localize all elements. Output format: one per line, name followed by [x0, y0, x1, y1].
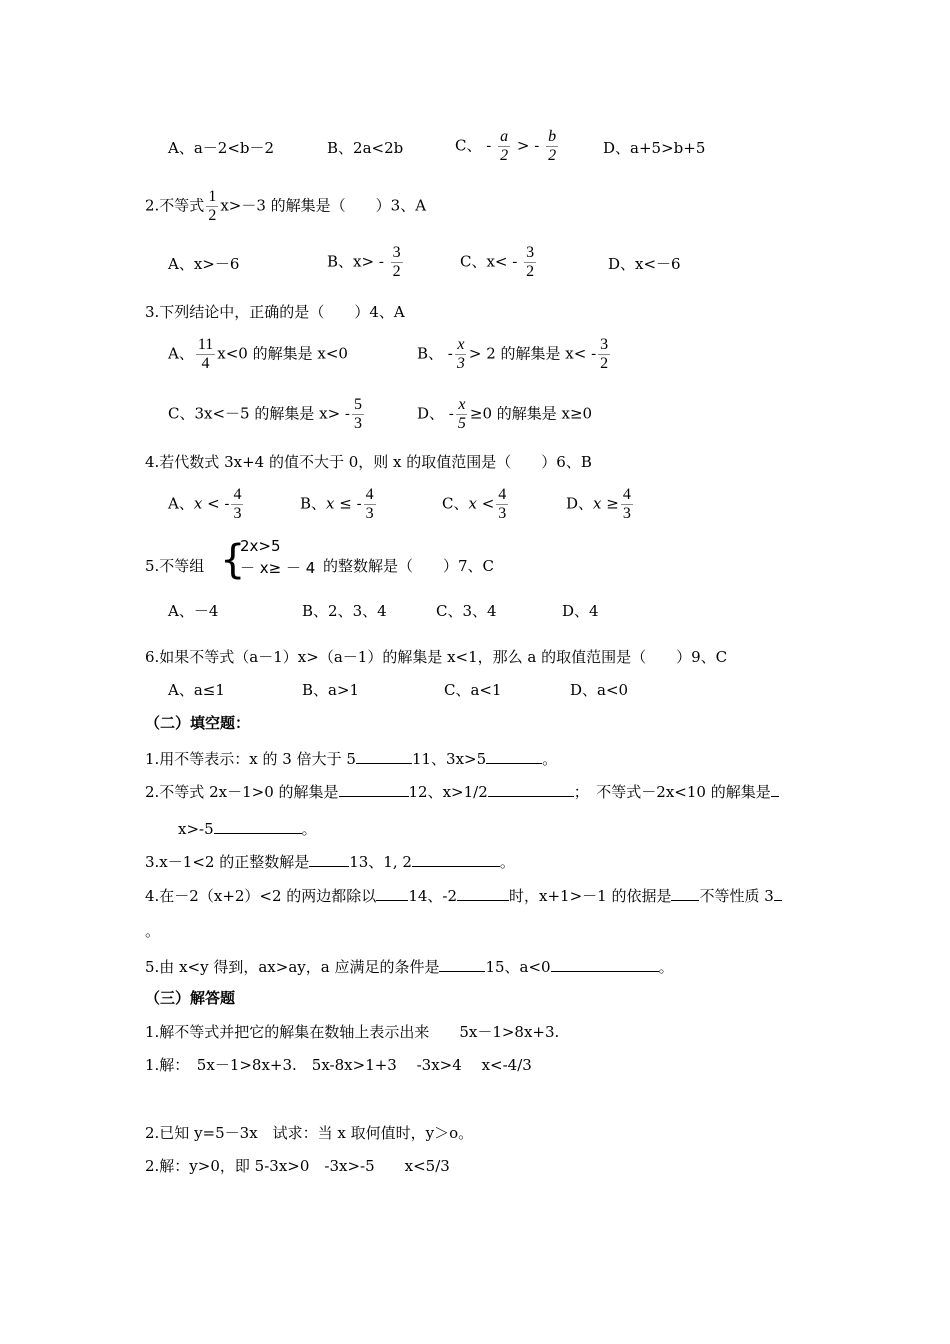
q2-suffix: x>－3 的解集是（ ）3、A: [220, 196, 427, 215]
fill-4-blank-c[interactable]: [671, 884, 699, 901]
q5-option-d: D、4: [562, 602, 599, 620]
q4-a-expr: x < -: [193, 494, 230, 513]
fill-3-blank-b[interactable]: [412, 850, 500, 867]
q3-option-b: [417, 336, 612, 373]
fill-2-text2: ； 不等式－2x<10 的解集是: [573, 783, 771, 801]
problem-1: 1.解不等式并把它的解集在数轴上表示出来 5x－1>8x+3.: [145, 1023, 560, 1041]
q3-d-frac: [456, 396, 468, 433]
fill-4-text: 4.在－2（x+2）<2 的两边都除以: [145, 887, 377, 905]
q4-b-frac: [364, 486, 376, 523]
q2-b-den: 2: [392, 263, 401, 280]
fill-5-text: 5.由 x<y 得到，ax>ay，a 应满足的条件是: [145, 958, 440, 976]
q4-c-den: 3: [498, 505, 507, 522]
q1-c-num-b: b: [548, 128, 557, 145]
fill-3-text: 3.x－1<2 的正整数解是: [145, 853, 310, 871]
fill-2-cont: [178, 817, 317, 839]
q4-b-num: 4: [365, 486, 374, 503]
q1-c-den-a: 2: [500, 147, 509, 164]
q6-option-b: B、a>1: [302, 681, 360, 699]
q4-d-num: 4: [622, 486, 631, 503]
q5-system-line2: － x≥ － 4: [240, 559, 316, 577]
q4-a-frac: [231, 486, 243, 523]
q3-b-num2: 3: [600, 336, 609, 353]
q4-a-num: 4: [233, 486, 242, 503]
q2-option-c: [460, 244, 538, 281]
q2-c-den: 2: [526, 263, 535, 280]
q1-c-den-b: 2: [548, 147, 557, 164]
q5-system-line1: 2x>5: [240, 537, 281, 555]
q1-c-mid: > -: [516, 136, 540, 155]
q2-den: 2: [208, 207, 217, 224]
fill-1-blank-a[interactable]: [356, 747, 412, 764]
q3-option-d: [417, 396, 592, 433]
q2-b-frac: [391, 244, 403, 281]
fill-4-blank-d[interactable]: [774, 884, 782, 901]
q3-a-num: 11: [197, 336, 214, 353]
q4-b-expr: x ≤ -: [326, 494, 362, 513]
problem-2-solution: 2.解：y>0，即 5-3x>0 -3x>-5 x<5/3: [145, 1157, 450, 1175]
q4-d-den: 3: [622, 505, 631, 522]
q4-c-num: 4: [498, 486, 507, 503]
q3-c-den: 3: [354, 415, 362, 432]
q3-b-den2: 2: [600, 355, 609, 372]
q2-b-num: 3: [392, 244, 401, 261]
section2-title: （二）填空题：: [145, 714, 251, 732]
fill-3-blank-a[interactable]: [309, 850, 349, 867]
fill-5-blank-a[interactable]: [439, 955, 485, 972]
fill-1: [145, 747, 557, 769]
q1-c-frac-b: [546, 128, 558, 165]
q3-d-num: x: [458, 396, 466, 413]
q5-suffix: 的整数解是（ ）7、C: [323, 557, 495, 575]
fill-4-blank-b[interactable]: [457, 884, 509, 901]
q3-option-c: [168, 396, 366, 433]
q4-b-den: 3: [365, 505, 374, 522]
q2-option-b: [327, 244, 405, 281]
q3-d-suffix: ≥0 的解集是 x≥0: [469, 404, 593, 423]
q1-option-a: A、a－2<b－2: [168, 139, 275, 157]
problem-2: 2.已知 y=5－3x 试求：当 x 取何值时，y＞o。: [145, 1124, 474, 1142]
q4-option-d: [566, 486, 635, 523]
q4-d-expr: x ≥: [593, 494, 619, 513]
fill-3: [145, 850, 515, 872]
q3-b-mid: > 2 的解集是 x< -: [468, 344, 597, 363]
q1-option-c: [455, 128, 560, 165]
q4-c-frac: [496, 486, 508, 523]
q3-b-den: 3: [456, 355, 465, 372]
q2-option-d: D、x<－6: [608, 255, 681, 273]
q3-a-den: 4: [201, 355, 210, 372]
fill-3-end: 。: [499, 853, 515, 871]
fill-5-blank-b[interactable]: [551, 955, 659, 972]
q6-option-a: A、a≤1: [168, 681, 225, 699]
fill-4-blank-a[interactable]: [376, 884, 408, 901]
q2-b-prefix: B、x> -: [327, 252, 384, 271]
q4-c-prefix: C、: [442, 494, 469, 513]
q4-d-prefix: D、: [566, 494, 594, 513]
q3-a-suffix: x<0 的解集是 x<0: [217, 344, 348, 363]
q3-c-frac: [352, 396, 364, 433]
fill-2-blank-c[interactable]: [771, 780, 779, 797]
q1-option-b: B、2a<2b: [327, 139, 404, 157]
fill-2-end: 。: [301, 820, 317, 838]
fill-2-blank-b[interactable]: [488, 780, 574, 797]
q2-c-num: 3: [526, 244, 535, 261]
q6-stem: 6.如果不等式（a－1）x>（a－1）的解集是 x<1，那么 a 的取值范围是（ ）9、C: [145, 648, 728, 666]
q3-option-a: [168, 336, 348, 373]
fill-5-end: 。: [658, 958, 674, 976]
q3-stem: 3.下列结论中，正确的是（ ）4、A: [145, 303, 405, 321]
q3-a-frac: [196, 336, 215, 373]
fill-2-blank-d[interactable]: [214, 817, 302, 834]
q2-frac: [206, 188, 218, 225]
fill-3-answer: 13、1, 2: [349, 853, 412, 871]
section3-title: （三）解答题: [145, 989, 236, 1007]
q3-b-prefix: B、 -: [417, 344, 453, 363]
q4-option-b: [300, 486, 378, 523]
q2-c-frac: [524, 244, 536, 281]
fill-4-text2: 时，x+1>－1 的依据是: [509, 887, 672, 905]
q5-option-b: B、2、3、4: [302, 602, 387, 620]
q4-option-c: [442, 486, 510, 523]
q4-stem: 4.若代数式 3x+4 的值不大于 0，则 x 的取值范围是（ ）6、B: [145, 453, 592, 471]
fill-1-answer: 11、3x>5: [411, 750, 487, 768]
fill-4: [145, 884, 782, 906]
q3-d-prefix: D、 -: [417, 404, 454, 423]
q3-b-frac: [455, 336, 467, 373]
fill-1-blank-b[interactable]: [486, 747, 542, 764]
q2-option-a: A、x>－6: [168, 255, 240, 273]
problem-1-solution: 1.解： 5x－1>8x+3. 5x-8x>1+3 -3x>4 x<-4/3: [145, 1056, 532, 1074]
q1-option-d: D、a+5>b+5: [603, 139, 706, 157]
q3-a-prefix: A、: [168, 344, 194, 363]
fill-4-answer: 14、-2: [408, 887, 458, 905]
q3-b-num: x: [457, 336, 465, 353]
fill-4-end: 。: [145, 922, 161, 940]
q3-b-frac2: [598, 336, 610, 373]
q2-prefix: 2.不等式: [145, 196, 205, 215]
fill-5-answer: 15、a<0: [485, 958, 551, 976]
q5-brace: {: [220, 537, 246, 583]
q3-d-den: 5: [457, 415, 466, 432]
q6-option-d: D、a<0: [570, 681, 629, 699]
q4-d-frac: [621, 486, 633, 523]
q1-c-frac-a: [498, 128, 510, 165]
q4-a-den: 3: [233, 505, 242, 522]
fill-2-answer2: x>-5: [178, 820, 214, 838]
fill-5: [145, 955, 674, 977]
q2-num: 1: [208, 188, 217, 205]
q2-stem: [145, 188, 426, 225]
fill-2-blank-a[interactable]: [339, 780, 409, 797]
q6-option-c: C、a<1: [444, 681, 502, 699]
fill-2: [145, 780, 779, 802]
q1-c-prefix: C、 -: [455, 136, 492, 155]
q4-a-prefix: A、: [168, 494, 194, 513]
q5-option-c: C、3、4: [436, 602, 497, 620]
fill-2-text: 2.不等式 2x－1>0 的解集是: [145, 783, 339, 801]
q1-c-num-a: a: [500, 128, 509, 145]
fill-4-answer2: 不等性质 3: [699, 887, 774, 905]
fill-1-end: 。: [542, 750, 558, 768]
fill-1-text: 1.用不等表示：x 的 3 倍大于 5: [145, 750, 356, 768]
q5-option-a: A、－4: [168, 602, 219, 620]
q3-c-prefix: C、3x<－5 的解集是 x> -: [168, 404, 350, 423]
q5-prefix: 5.不等组: [145, 557, 205, 575]
q4-c-expr: x <: [468, 494, 495, 513]
q2-c-prefix: C、x< -: [460, 252, 518, 271]
q4-option-a: [168, 486, 245, 523]
q3-c-num: 5: [354, 396, 362, 413]
fill-2-answer: 12、x>1/2: [408, 783, 488, 801]
q4-b-prefix: B、: [300, 494, 327, 513]
